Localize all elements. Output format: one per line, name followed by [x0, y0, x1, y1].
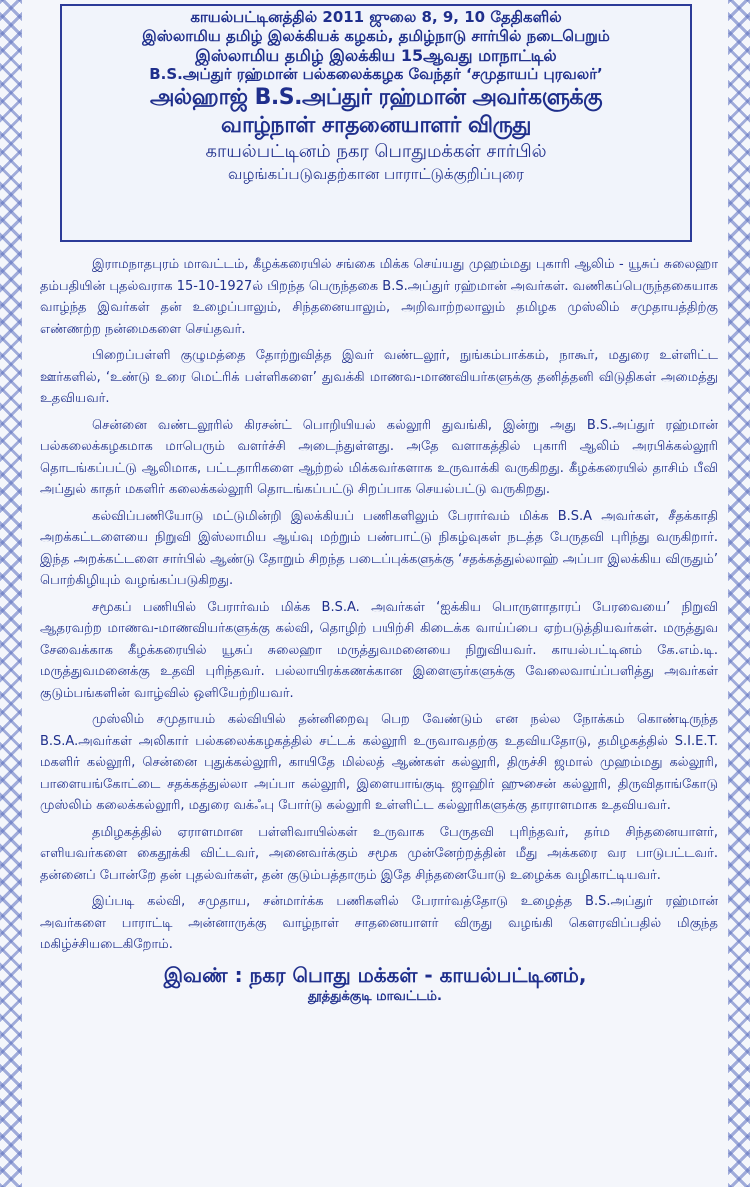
header-box: [60, 4, 692, 242]
header-line-4: B.S.அப்துர் ரஹ்மான் பல்கலைக்கழக வேந்தர் ‘சமுதாயப் புரவலர்’: [149, 65, 603, 83]
paragraph-4: கல்விப்பணியோடு மட்டுமின்றி இலக்கியப் பணிகளிலும் பேரார்வம் மிக்க B.S.A அவர்கள், சீதக்காதி அறக்கட்டளையை நிறுவி இஸ்லாமிய ஆய்வு மற்றும் பண்பாட்டு நிகழ்வுகள் நடத்த பேருதவி புரிந்து வருகிறார். இந்த அறக்கட்டளை சார்பில் ஆண்டு தோறும் சிறந்த படைப்புக்களுக்கு ‘சதக்கத்துல்லாஹ் அப்பா இலக்கிய விருதும்’ பொற்கிழியும் வழங்கப்படுகிறது.: [40, 508, 718, 588]
paragraph-1: இராமநாதபுரம் மாவட்டம், கீழக்கரையில் சங்கை மிக்க செய்யது முஹம்மது புகாரி ஆலிம் - யூசுப் சுலைஹா தம்பதியின் புதல்வராக 15-10-1927ல் பிறந்த பெருந்தகை B.S.அப்துர் ரஹ்மான் அவர்கள். வணிகப்பெருந்தகையாக வாழ்ந்த இவர்கள் தன் உழைப்பாலும், சிந்தனையாலும், அறிவாற்றலாலும் தமிழக முஸ்லிம் சமுதாயத்திற்கு எண்ணற்ற நன்மைகளை செய்தவர்.: [40, 257, 718, 337]
paragraph-2: பிறைப்பள்ளி குழுமத்தை தோற்றுவித்த இவர் வண்டலூர், நுங்கம்பாக்கம், நாகூர், மதுரை உள்ளிட்ட ஊர்களில், ‘உண்டு உரை மெட்ரிக் பள்ளிகளை’ துவக்கி மாணவ-மாணவியர்களுக்கு தனித்தனி விடுதிகள் அமைத்து உதவியவர்.: [40, 348, 718, 406]
decorative-border-right: [728, 0, 750, 1187]
honoree-name-heading: அல்ஹாஜ் B.S.அப்துர் ரஹ்மான் அவர்களுக்கு: [149, 85, 603, 110]
paragraph-7: தமிழகத்தில் ஏராளமான பள்ளிவாயில்கள் உருவாக பேருதவி புரிந்தவர், தர்ம சிந்தனையாளர், எளியவர்களை கைதூக்கி விட்டவர், அனைவர்க்கும் சமூக முன்னேற்றத்தின் மீது அக்கரை வர பாடுபட்டவர். தன்னைப் போன்றே தன் புதல்வர்கள், தன் குடும்பத்தாரும் இதே சிந்தனையோடு உழைக்க வழிகாட்டியவர்.: [40, 824, 718, 883]
footer: [30, 962, 720, 1006]
paragraph-5: சமூகப் பணியில் பேரார்வம் மிக்க B.S.A. அவர்கள் ‘ஐக்கிய பொருளாதாரப் பேரவையை’ நிறுவி ஆதரவற்ற மாணவ-மாணவியர்களுக்கு கல்வி, தொழிற் பயிற்சி கிடைக்க வாய்ப்பை ஏற்படுத்தியவர்கள். மருத்துவ சேவைக்காக கீழக்கரையில் யூசுப் சுலைஹா மருத்துவமனையை நிறுவியவர். காயல்பட்டினம் கே.எம்.டி. மருத்துவமனைக்கு உதவி புரிந்தவர். பல்லாயிரக்கணக்கான இளைஞர்களுக்கு வேலைவாய்ப்பளித்து அவர்கள் குடும்பங்களின் வாழ்வில் ஒளியேற்றியவர்.: [40, 599, 718, 701]
award-title-heading: வாழ்நாள் சாதனையாளர் விருது: [221, 113, 531, 138]
signature-line: இவண் : நகர பொது மக்கள் - காயல்பட்டினம்,: [163, 962, 587, 987]
header-line-2: இஸ்லாமிய தமிழ் இலக்கியக் கழகம், தமிழ்நாடு சார்பில் நடைபெறும்: [142, 27, 610, 45]
header-line-8: வழங்கப்படுவதற்கான பாராட்டுக்குறிப்புரை: [228, 165, 524, 183]
document-page: [30, 4, 720, 1187]
paragraph-6: முஸ்லிம் சமுதாயம் கல்வியில் தன்னிறைவு பெற வேண்டும் என நல்ல நோக்கம் கொண்டிருந்த B.S.A.அவர்கள் அலிகார் பல்கலைக்கழகத்தில் சட்டக் கல்லூரி உருவாவதற்கு உதவியதோடு, தமிழகத்தில் S.I.E.T. மகளிர் கல்லூரி, சென்னை புதுக்கல்லூரி, காயிதே மில்லத் ஆண்கள் கல்லூரி, திருச்சி ஜமால் முஹம்மது கல்லூரி, பாளையங்கோட்டை சதக்கத்துல்லா அப்பா கல்லூரி, இளையாங்குடி ஜாஹிர் ஹுசைன் கல்லூரி, திருவிதாங்கோடு முஸ்லிம் கலைக்கல்லூரி, மதுரை வக்ஃபு போர்டு கல்லூரி உள்ளிட்ட கல்லூரிகளுக்கு தாராளமாக உதவியவர்.: [40, 712, 718, 813]
decorative-border-left: [0, 0, 22, 1187]
header-line-3: இஸ்லாமிய தமிழ் இலக்கிய 15ஆவது மாநாட்டில்: [195, 46, 557, 65]
header-line-1: காயல்பட்டினத்தில் 2011 ஜுலை 8, 9, 10 தேதிகளில்: [190, 8, 562, 26]
header-line-7: காயல்பட்டினம் நகர பொதுமக்கள் சார்பில்: [205, 141, 547, 162]
district-line: தூத்துக்குடி மாவட்டம்.: [308, 988, 442, 1004]
citation-body: [40, 254, 718, 956]
paragraph-8: இப்படி கல்வி, சமுதாய, சன்மார்க்க பணிகளில் பேரார்வத்தோடு உழைத்த B.S.அப்துர் ரஹ்மான் அவர்களை பாராட்டி அன்னாருக்கு வாழ்நாள் சாதனையாளர் விருது வழங்கி கௌரவிப்பதில் மிகுந்த மகிழ்ச்சியடைகிறோம்.: [40, 894, 718, 952]
paragraph-3: சென்னை வண்டலூரில் கிரசன்ட் பொறியியல் கல்லூரி துவங்கி, இன்று அது B.S.அப்துர் ரஹ்மான் பல்கலைக்கழகமாக மாபெரும் வளர்ச்சி அடைந்துள்ளது. அதே வளாகத்தில் புகாரி ஆலிம் அரபிக்கல்லூரி தொடங்கப்பட்டு ஆலிமாக, பட்டதாரிகளை ஆற்றல் மிக்கவர்களாக உருவாக்கி வருகிறது. கீழக்கரையில் தாசிம் பீவி அப்துல் காதர் மகளிர் கலைக்கல்லூரி தொடங்கப்பட்டு சிறப்பாக செயல்பட்டு வருகிறது.: [40, 417, 718, 497]
